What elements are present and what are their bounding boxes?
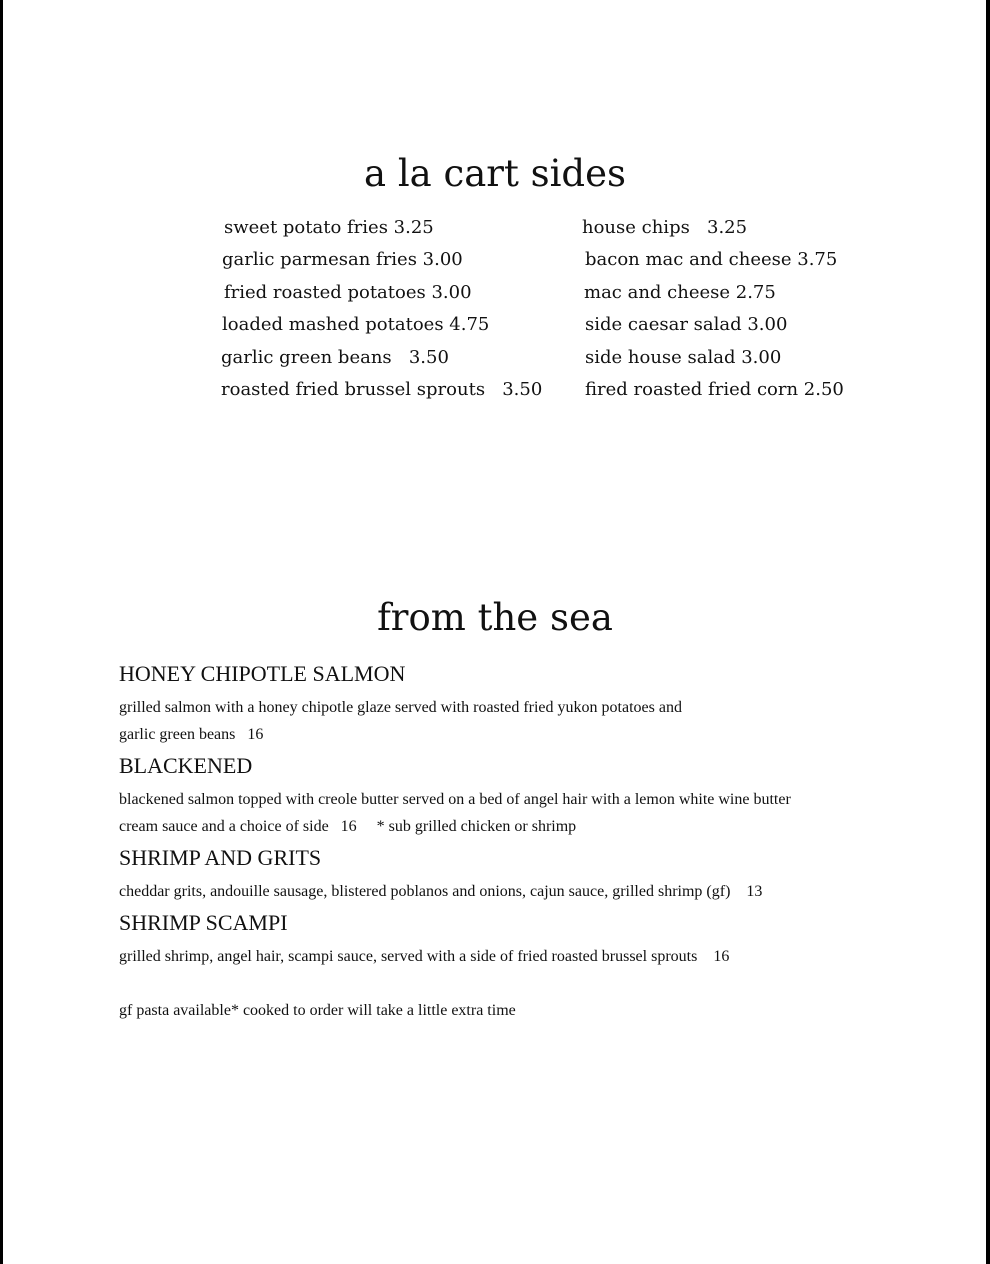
dish-description: garlic green beans 16	[119, 726, 264, 743]
dish-description: blackened salmon topped with creole butter served on a bed of angel hair with a lemon white wine butter	[119, 791, 791, 808]
dish-description: grilled salmon with a honey chipotle glaze served with roasted fried yukon potatoes and	[119, 699, 682, 716]
dish-name: BLACKENED	[119, 753, 253, 778]
side-item-right: house chips 3.25	[582, 217, 748, 238]
side-item-left: fried roasted potatoes 3.00	[224, 282, 472, 303]
dish-name: HONEY CHIPOTLE SALMON	[119, 661, 406, 686]
side-item-right: fired roasted fried corn 2.50	[585, 379, 844, 400]
sea-section-title: from the sea	[377, 596, 613, 639]
side-item-right: bacon mac and cheese 3.75	[585, 249, 838, 270]
side-item-left: garlic green beans 3.50	[221, 347, 449, 368]
side-item-right: side house salad 3.00	[585, 347, 782, 368]
sides-section-title: a la cart sides	[364, 152, 626, 195]
side-item-left: garlic parmesan fries 3.00	[222, 249, 463, 270]
footnote: gf pasta available* cooked to order will take a little extra time	[119, 1002, 516, 1019]
dish-description: grilled shrimp, angel hair, scampi sauce, served with a side of fried roasted brussel sprouts 16	[119, 948, 730, 965]
side-item-right: mac and cheese 2.75	[584, 282, 776, 303]
side-item-left: roasted fried brussel sprouts 3.50	[221, 379, 543, 400]
dish-name: SHRIMP SCAMPI	[119, 910, 288, 935]
dish-description: cream sauce and a choice of side 16 * sub grilled chicken or shrimp	[119, 818, 577, 835]
dish-name: SHRIMP AND GRITS	[119, 845, 322, 870]
side-item-right: side caesar salad 3.00	[585, 314, 788, 335]
side-item-left: sweet potato fries 3.25	[224, 217, 434, 238]
side-item-left: loaded mashed potatoes 4.75	[222, 314, 490, 335]
dish-description: cheddar grits, andouille sausage, blistered poblanos and onions, cajun sauce, grilled shrimp (gf) 13	[119, 883, 763, 900]
